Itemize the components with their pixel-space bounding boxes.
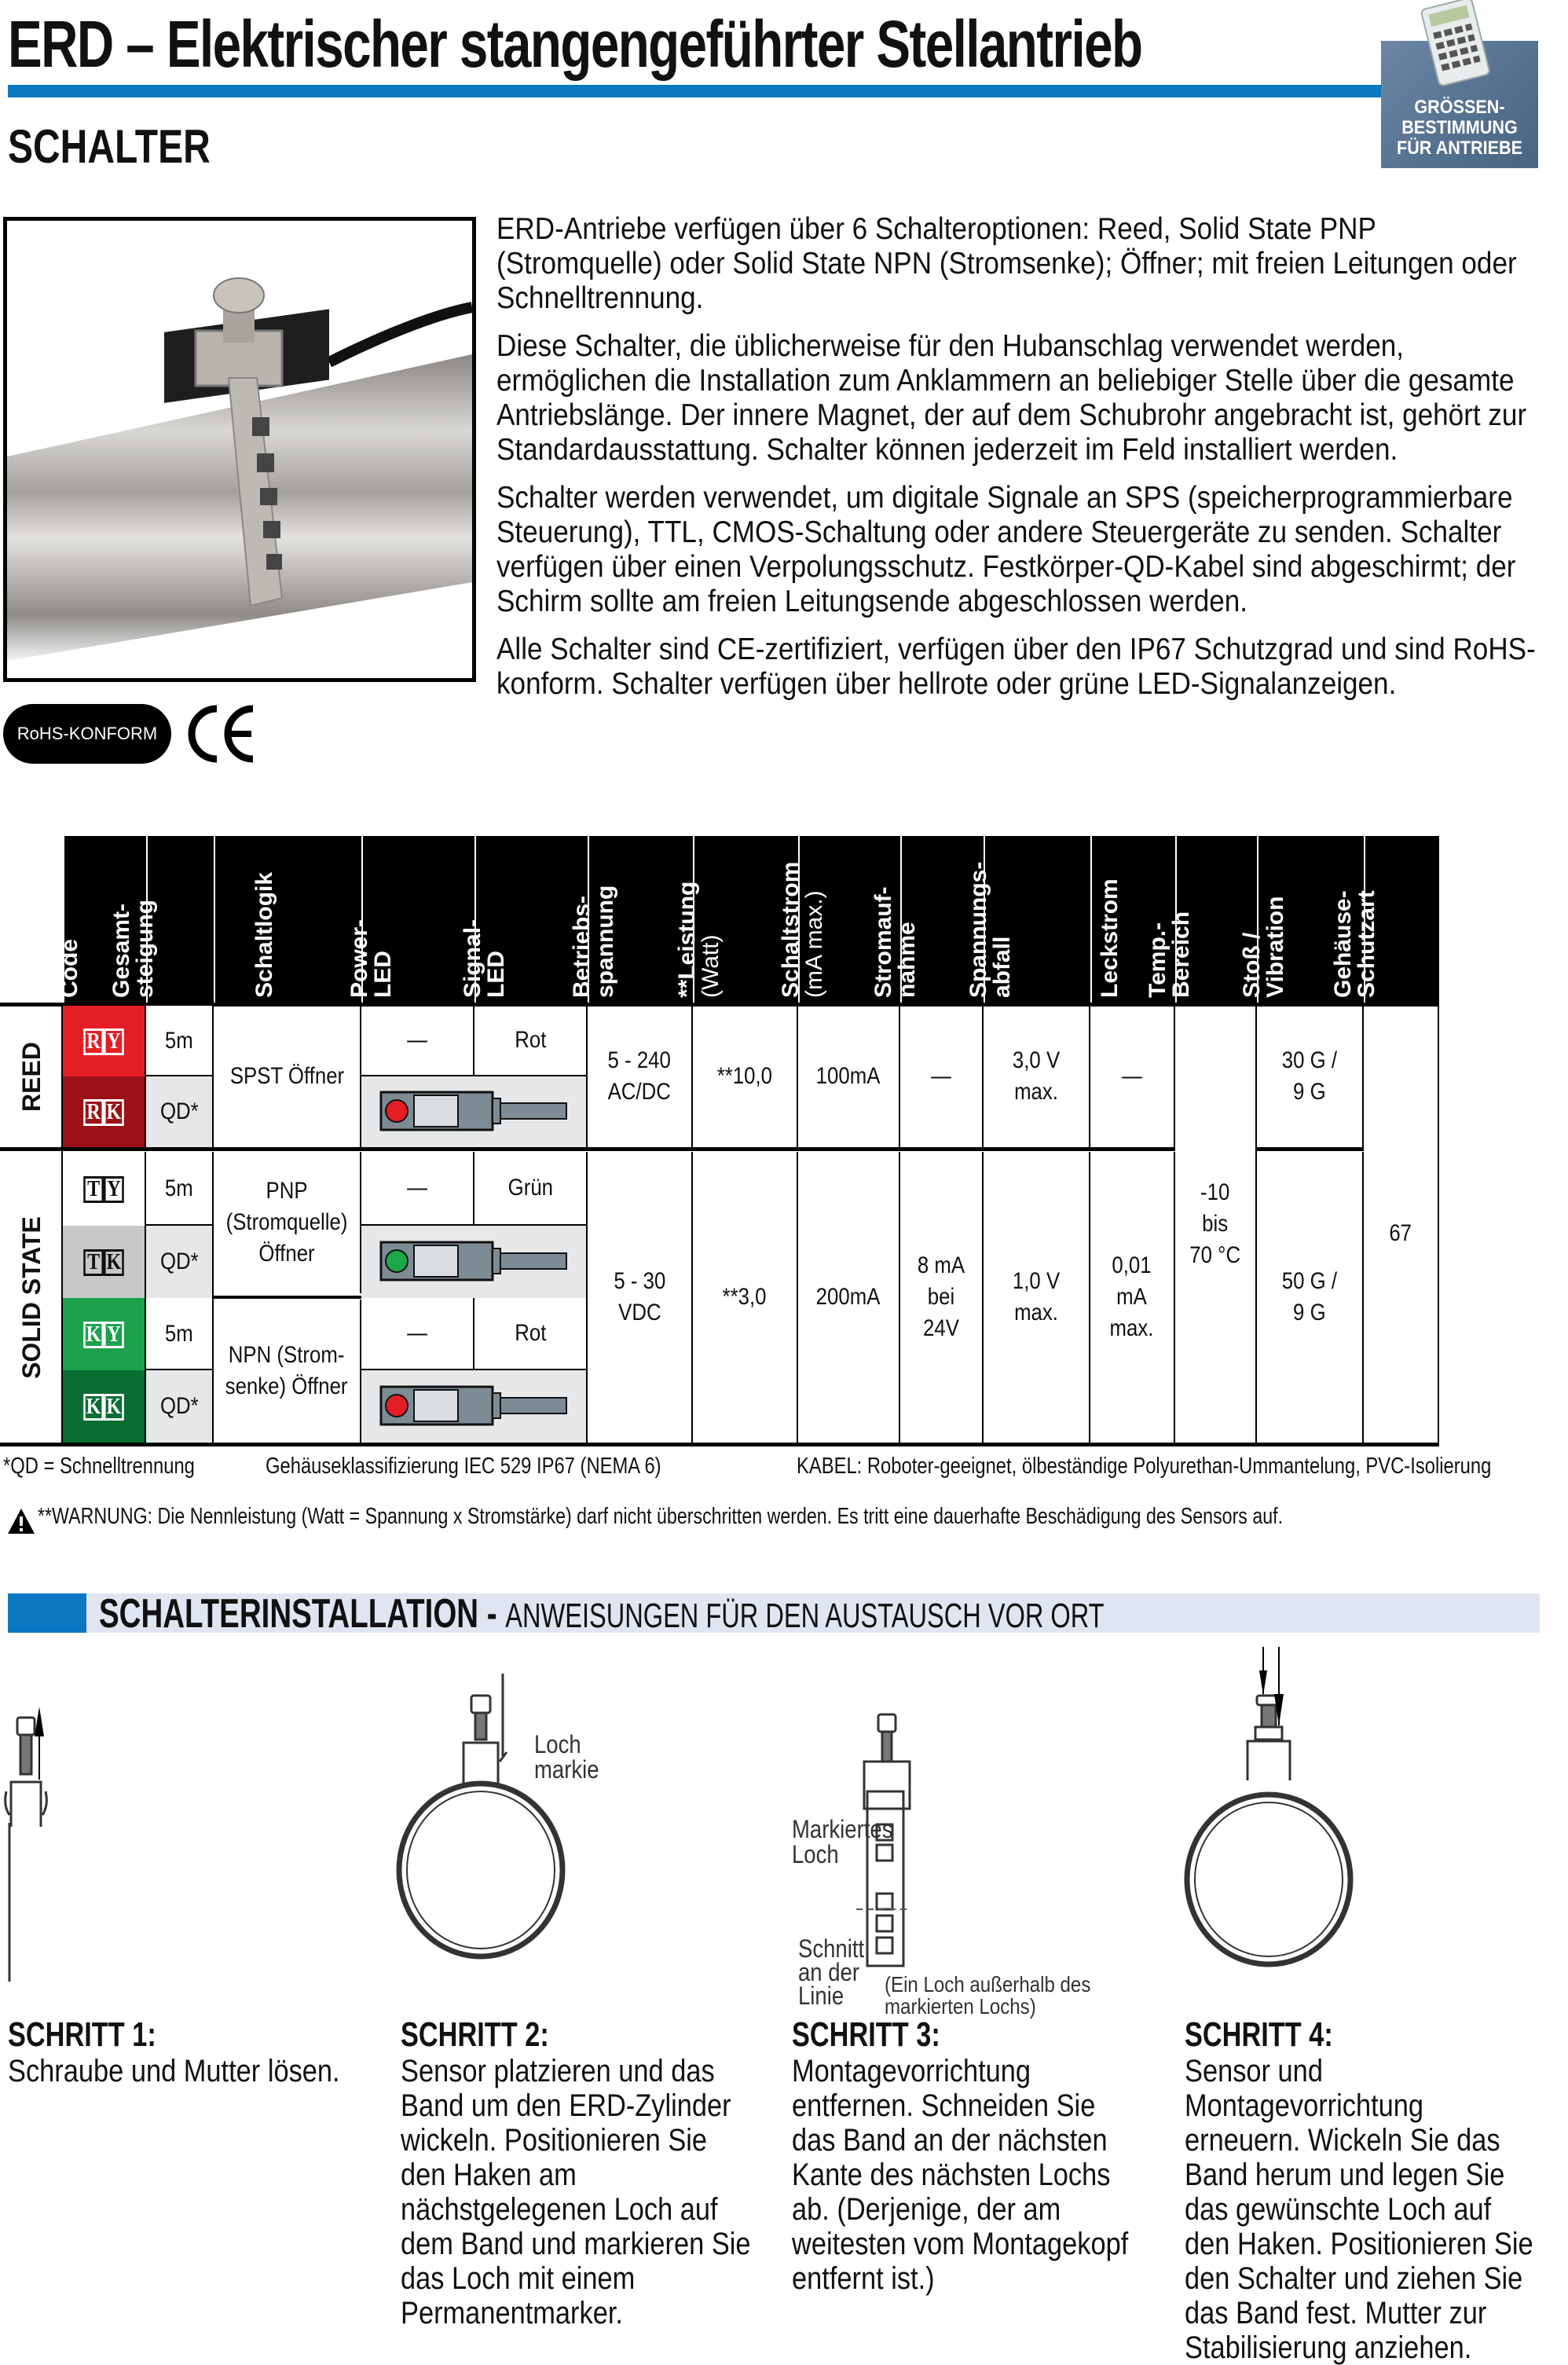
sensor-led-icon	[379, 1241, 568, 1283]
order-code-cell	[63, 1226, 146, 1298]
diagram-label-loch: Loch	[792, 1840, 839, 1868]
row-rule	[214, 1296, 361, 1299]
cell-text: 67	[1389, 1220, 1412, 1246]
step-title: SCHRITT 3:	[792, 2015, 940, 2054]
reed-switch-current-cell	[798, 1006, 900, 1147]
diagram-label-markiertes: Markiertes	[792, 1815, 893, 1843]
cell-text: 5m	[165, 1321, 193, 1347]
reed-shock-cell	[1257, 1006, 1364, 1147]
led-dot	[386, 1395, 408, 1417]
column-header-label: Stromauf- nahme	[870, 886, 920, 998]
column-header-label: Temp.- Bereich	[1145, 911, 1194, 998]
cell-text: Grün	[507, 1175, 553, 1201]
order-code-cell	[63, 1006, 146, 1076]
header-rule	[8, 85, 1384, 97]
protection-cell	[1364, 1006, 1439, 1443]
warning-text: **WARNUNG: Die Nennleistung (Watt = Spannung x Stromstärke) darf nicht überschritten werden. Es tritt eine dauerhafte Beschädigung des Sensors auf.	[38, 1504, 1284, 1529]
diagram-label-loch: Loch	[534, 1730, 581, 1758]
led-diagram-cell	[361, 1076, 588, 1147]
rohs-badge: RoHS-KONFORM	[3, 704, 171, 764]
diagram-label-ein-loch: (Ein Loch außerhalb des	[885, 1972, 1091, 1996]
diagram-label-linie: Linie	[798, 1982, 844, 2010]
logic-cell-pnp	[214, 1152, 361, 1293]
installation-band-accent	[8, 1593, 86, 1633]
order-code	[83, 1246, 124, 1278]
column-header-label: **Leistung (Watt)	[674, 881, 724, 998]
section-title: SCHALTER	[8, 120, 211, 173]
cell-text: —	[407, 1027, 427, 1053]
switch-clamp-image	[7, 221, 472, 678]
led-diagram-cell	[361, 1226, 588, 1298]
column-header-label: Schaltstrom (mA max.)	[778, 861, 827, 998]
logic-cell-reed	[214, 1006, 361, 1147]
product-photo	[3, 217, 476, 682]
sizing-badge-line: BESTIMMUNG	[1401, 117, 1518, 138]
solid-switch-current-cell	[798, 1152, 900, 1443]
solid-voltage-cell	[588, 1152, 693, 1443]
calculator-icon	[1406, 0, 1500, 86]
intro-paragraph: Alle Schalter sind CE-zertifiziert, verfügen über den IP67 Schutzgrad und sind RoHS-konform. Schalter verfügen über hellrote oder grüne LED-Signalanzeigen.	[496, 632, 1536, 701]
cell-text: 0,01 mA max.	[1110, 1252, 1154, 1341]
diagram-label-markieren: markie	[534, 1755, 599, 1784]
column-header	[346, 836, 474, 1003]
step-text: Schraube und Mutter lösen.	[8, 2054, 340, 2088]
install-step-3	[792, 2016, 1145, 2296]
cell-text: QD*	[159, 1248, 199, 1274]
footnote-cable: KABEL: Roboter-geeignet, ölbeständige Polyurethan-Ummantelung, PVC-Isolierung	[797, 1454, 1492, 1479]
solid-leakage-cell	[1090, 1152, 1175, 1443]
order-code-cell	[63, 1076, 146, 1147]
sensor-led-icon	[379, 1385, 568, 1428]
group-label-reed	[0, 1006, 63, 1147]
order-code	[83, 1025, 124, 1057]
cell-text: SPST Öffner	[229, 1063, 344, 1089]
column-header	[1330, 836, 1439, 1003]
logic-cell-npn	[214, 1300, 361, 1443]
cell-text: **10,0	[716, 1063, 773, 1089]
cell-text: 5 - 240 AC/DC	[607, 1047, 672, 1105]
order-code	[83, 1318, 124, 1350]
group-label-text: SOLID STATE	[16, 1216, 46, 1379]
column-header-label: Gehäuse- Schutzart	[1330, 890, 1379, 998]
page-title: ERD – Elektrischer stangengeführter Stellantrieb	[8, 7, 1142, 81]
column-header-label: Bestell- Code	[33, 912, 82, 998]
step-title: SCHRITT 4:	[1185, 2015, 1333, 2054]
step-title: SCHRITT 2:	[401, 2015, 549, 2054]
order-code	[83, 1173, 124, 1204]
column-header-label: Spannungs- abfall	[965, 861, 1015, 998]
order-code-letter: T	[83, 1249, 104, 1276]
order-code-letter: Y	[104, 1322, 124, 1348]
diagram-label-an-der: an der	[798, 1958, 860, 1986]
sizing-badge-line: FÜR ANTRIEBE	[1396, 138, 1523, 159]
column-header-label: Gesamt- steigung	[108, 900, 158, 998]
solid-power-cell	[693, 1152, 798, 1443]
step4-diagram	[1178, 1647, 1367, 1961]
led-dot	[386, 1250, 408, 1272]
order-code-letter: K	[104, 1249, 124, 1276]
order-code-letter: R	[83, 1099, 104, 1126]
group-label-text: REED	[16, 1041, 46, 1112]
ce-mark-icon	[185, 702, 256, 765]
intro-paragraph: Schalter werden verwendet, um digitale Signale an SPS (speicherprogrammierbare Steuerung), TTL, CMOS-Schaltung oder andere Steuergeräte zu senden. Schalter verfügen über einen Verpolungsschutz. Festkörper-QD-Kabel sind abgeschirmt; der Schirm sollte am freien Leitungsende abgeschlossen werden.	[496, 481, 1516, 618]
signal-led-cell	[474, 1298, 588, 1369]
cell-text: 5 - 30 VDC	[614, 1268, 665, 1326]
solid-consumption-cell	[900, 1152, 984, 1443]
cell-text: 5m	[165, 1028, 193, 1054]
step-text: Sensor platzieren und das Band um den ERD-Zylinder wickeln. Positionieren Sie den Haken am nächstgelegenen Loch auf dem Band und markieren Sie das Loch mit einem Permanentmarker.	[401, 2054, 751, 2330]
order-code-cell	[63, 1152, 146, 1226]
signal-led-cell	[474, 1152, 588, 1224]
order-code-letter: K	[83, 1394, 104, 1421]
reed-drop-cell	[984, 1006, 1090, 1147]
diagram-label-schnitt: Schnitt	[798, 1934, 865, 1963]
solid-shock-cell	[1257, 1152, 1364, 1443]
length-cell	[146, 1152, 214, 1226]
sizing-badge-line: GRÖSSEN-	[1414, 97, 1505, 118]
install-step-2	[401, 2016, 754, 2330]
step-text: Sensor und Montagevorrichtung erneuern. Wickeln Sie das Band herum und legen Sie das gewünschte Loch auf den Haken. Positionieren Sie den Schalter und ziehen Sie das Band fest. Mutter zur Stabilisierung anziehen.	[1185, 2054, 1533, 2365]
cell-text: —	[931, 1063, 951, 1089]
reed-leakage-cell	[1090, 1006, 1175, 1147]
column-header-label: Betriebs- spannung	[569, 885, 618, 998]
reed-voltage-cell	[588, 1006, 693, 1147]
length-cell	[146, 1006, 214, 1076]
install-step-4	[1185, 2016, 1538, 2365]
step3-diagram	[856, 1713, 982, 1980]
group-label-solid-state	[0, 1152, 63, 1443]
order-code-letter: Y	[104, 1176, 124, 1203]
cell-text: -10 bis 70 °C	[1189, 1179, 1241, 1268]
intro-paragraph: Diese Schalter, die üblicherweise für den Hubanschlag verwendet werden, ermöglichen die Installation zum Anklammern an beliebiger Stelle über die gesamte Antriebslänge. Der innere Magnet, der auf dem Schubrohr angebracht ist, gehört zur Standardausstattung. Schalter können jederzeit im Feld installiert werden.	[496, 329, 1527, 467]
installation-title	[99, 1590, 1105, 1637]
cell-text: QD*	[159, 1098, 199, 1124]
order-code-letter: T	[83, 1176, 104, 1203]
table-rule	[1257, 1147, 1364, 1151]
sensor-led-icon	[379, 1091, 568, 1133]
length-cell	[146, 1370, 214, 1443]
length-cell	[146, 1076, 214, 1147]
cell-text: 200mA	[816, 1284, 881, 1310]
cell-text: Rot	[514, 1027, 547, 1053]
column-header	[965, 836, 1090, 1003]
warning-icon	[6, 1507, 36, 1535]
order-code-letter: R	[83, 1028, 104, 1055]
led-diagram-cell	[361, 1370, 588, 1443]
order-code	[83, 1391, 124, 1422]
cell-text: PNP (Stromquelle) Öffner	[225, 1178, 348, 1267]
order-code-letter: K	[83, 1322, 104, 1348]
cell-text: NPN (Strom- senke) Öffner	[225, 1342, 348, 1399]
power-led-cell	[361, 1006, 474, 1075]
cell-text: Rot	[514, 1320, 547, 1346]
temperature-range-cell	[1175, 1006, 1257, 1443]
column-header	[108, 836, 214, 1003]
step-text: Montagevorrichtung entfernen. Schneiden Sie das Band an der nächsten Kante des nächsten Lochs ab. (Derjenige, der am weitesten vom Montagekopf entfernt ist.)	[792, 2054, 1129, 2296]
installation-title-main: SCHALTERINSTALLATION -	[99, 1591, 497, 1637]
cell-text: —	[407, 1175, 427, 1201]
table-rule	[0, 1443, 1439, 1446]
cell-text: —	[407, 1320, 427, 1346]
column-header-label: Stoß / Vibration	[1239, 896, 1288, 998]
column-header-label: Signal- LED	[460, 918, 509, 998]
led-dot	[386, 1100, 408, 1122]
footnote-housing: Gehäuseklassifizierung IEC 529 IP67 (NEMA 6)	[266, 1454, 661, 1479]
power-led-cell	[361, 1298, 474, 1369]
cell-text: —	[1122, 1063, 1142, 1089]
power-led-cell	[361, 1152, 474, 1224]
order-code-letter: Y	[104, 1028, 124, 1055]
column-header-label: Power- LED	[346, 918, 396, 998]
order-code-cell	[63, 1298, 146, 1370]
reed-consumption-cell	[900, 1006, 984, 1147]
table-rule	[0, 1147, 1175, 1151]
step1-diagram	[0, 1689, 94, 1988]
column-header-label: Schaltlogik	[251, 871, 277, 998]
cell-text: **3,0	[723, 1284, 767, 1310]
cell-text: 8 mA bei 24V	[917, 1252, 965, 1341]
step-title: SCHRITT 1:	[8, 2015, 156, 2054]
signal-led-cell	[474, 1006, 588, 1075]
cell-text: 3,0 V max.	[1012, 1047, 1061, 1105]
order-code-letter: K	[104, 1394, 124, 1421]
cell-text: 30 G / 9 G	[1281, 1047, 1338, 1105]
footnote-qd: *QD = Schnelltrennung	[3, 1454, 195, 1479]
install-step-1	[8, 2016, 377, 2088]
intro-paragraph: ERD-Antriebe verfügen über 6 Schalteroptionen: Reed, Solid State PNP (Stromquelle) oder Solid State NPN (Stromsenke); Öffner; mit freien Leitungen oder Schnelltrennung.	[496, 212, 1517, 315]
column-header-label: Leckstrom	[1097, 878, 1123, 998]
cell-text: 100mA	[816, 1063, 881, 1089]
length-cell	[146, 1226, 214, 1298]
order-code-cell	[63, 1370, 146, 1443]
cell-text: 1,0 V max.	[1012, 1268, 1061, 1326]
order-code-letter: K	[104, 1099, 124, 1126]
cell-text: 50 G / 9 G	[1281, 1268, 1338, 1326]
solid-drop-cell	[984, 1152, 1090, 1443]
cell-text: QD*	[159, 1393, 199, 1419]
length-cell	[146, 1298, 214, 1370]
diagram-label-markierten: markierten Lochs)	[885, 1994, 1036, 2018]
reed-power-cell	[693, 1006, 798, 1147]
installation-subtitle: ANWEISUNGEN FÜR DEN AUSTAUSCH VOR ORT	[505, 1597, 1105, 1635]
cell-text: 5m	[165, 1175, 193, 1201]
intro-text	[496, 212, 1541, 715]
step2-diagram	[393, 1674, 628, 1972]
order-code	[83, 1096, 124, 1128]
column-header	[214, 836, 361, 1003]
